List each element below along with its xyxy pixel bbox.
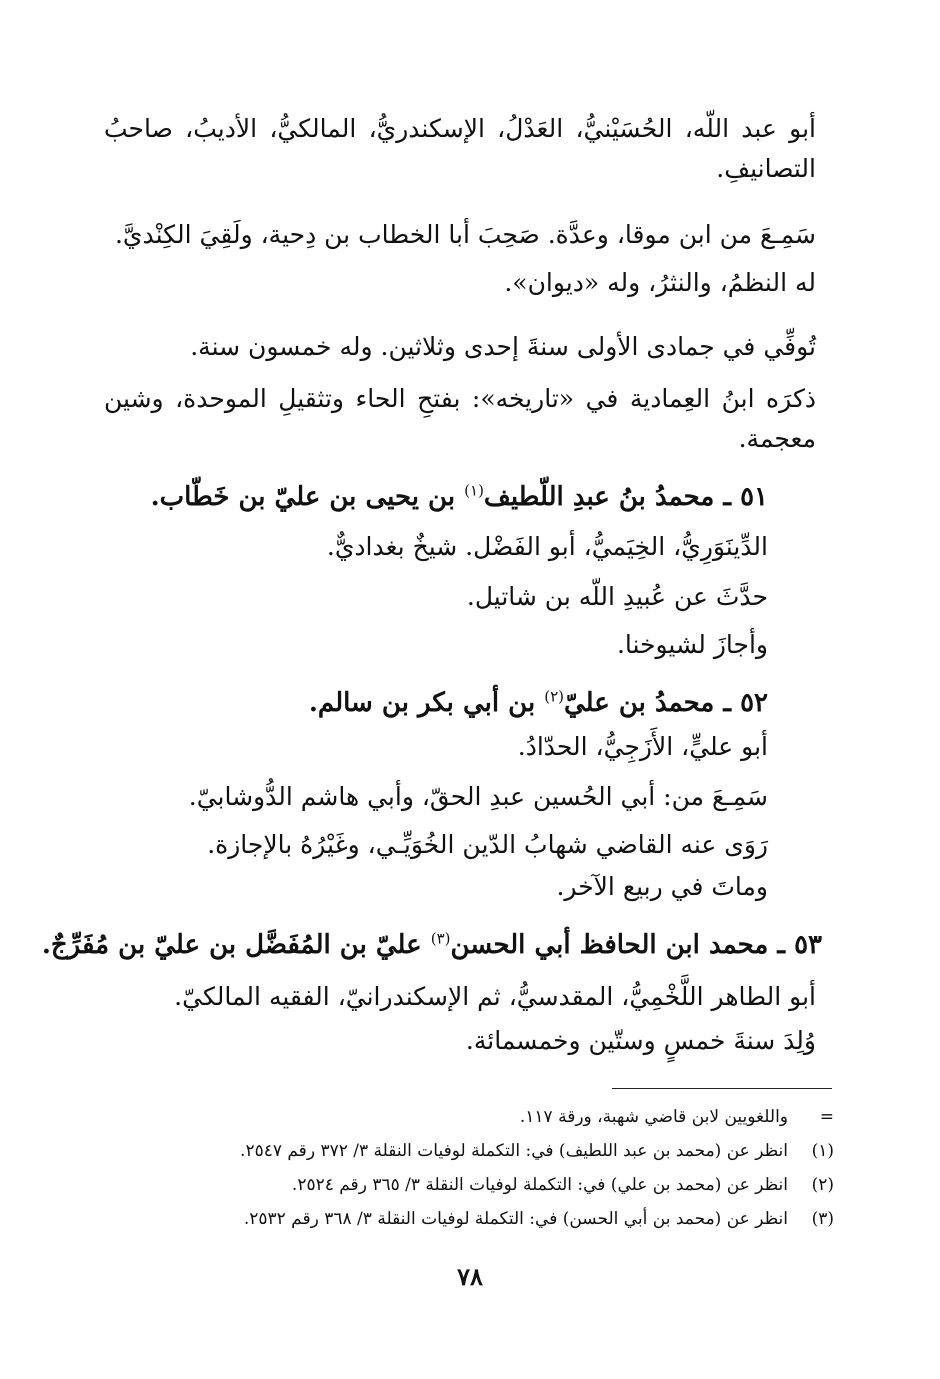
entry-51-line-1: الدِّينَوَرِيُّ، الخِيَميُّ، أبو الفَضْل. شيخٌ بغداديٌّ. [326,532,768,561]
body-line-5: تُوفِّي في جمادى الأولى سنةَ إحدى وثلاثين. وله خمسون سنة. [190,332,816,361]
entry-52-heading [309,684,768,722]
footnote-2 [292,1172,834,1198]
entry-51-line-2: حدَّثَ عن عُبيدِ اللّه بن شاتيل. [466,582,768,611]
entry-51-heading [151,478,768,516]
footnote-mark: = [819,1107,834,1127]
footnote-separator [612,1088,832,1089]
entry-52-line-3: رَوَى عنه القاضي شهابُ الدّين الخُوَيِّـي، وغَيْرُهُ بالإجازة. [207,830,768,859]
footnote-continued [520,1104,834,1130]
footnote-text: انظر عن (محمد بن علي) في: التكملة لوفيات النقلة ٣/ ٣٦٥ رقم ٢٥٢٤. [291,1175,788,1195]
entry-52-line-1: أبو عليٍّ، الأَزَجِيُّ، الحدّادُ. [517,732,768,761]
entry-52-name: ٥٢ ـ محمدُ بن عليّ [564,688,768,718]
body-line-3: سَمِـعَ من ابن موقا، وعدَّة. صَحِبَ أبا الخطاب بن دِحية، ولَقِيَ الكِنْديَّ. [114,220,816,249]
footnote-ref-3: (٣) [430,929,451,948]
footnote-3 [244,1206,834,1232]
body-line-7: معجمة. [738,424,816,453]
entry-51-name: ٥١ ـ محمدُ بنُ عبدِ اللّطيف [483,482,768,512]
body-line-2: التصانيفِ. [716,154,816,183]
footnote-text: واللغويين لابن قاضي شهبة، ورقة ١١٧. [519,1107,788,1127]
entry-53-line-2: وُلِدَ سنةَ خمسٍ وستّين وخمسمائة. [465,1026,816,1055]
entry-52-lineage: بن أبي بكر بن سالم. [308,688,545,718]
entry-52-line-2: سَمِـعَ من: أبي الحُسين عبدِ الحقّ، وأبي هاشم الدُّوشابيّ. [188,782,768,811]
body-line-4: له النظمُ، والنثرُ، وله «ديوان». [504,268,816,297]
footnote-1 [240,1138,834,1164]
entry-53-heading [42,926,822,964]
footnote-mark: (٣) [811,1209,834,1229]
footnote-mark: (١) [811,1141,834,1161]
footnote-ref-1: (١) [464,481,484,500]
body-line-1: أبو عبد اللّه، الحُسَيْنيُّ، العَدْلُ، الإسكندريُّ، المالكيُّ، الأديبُ، صاحبُ [104,114,816,143]
page-number: ٧٨ [457,1262,483,1291]
footnote-ref-2: (٢) [544,687,565,706]
body-line-6: ذكرَه ابنُ العِمادية في «تاريخه»: بفتحِ الحاء وتثقيلِ الموحدة، وشين [104,384,816,413]
footnote-mark: (٢) [811,1175,834,1195]
entry-52-line-4: وماتَ في ربيع الآخر. [556,872,768,901]
entry-53-line-1: أبو الطاهر اللَّخْمِيُّ، المقدسيُّ، ثم الإسكندرانيّ، الفقيه المالكيّ. [174,982,816,1011]
entry-51-lineage: بن يحيى بن عليّ بن خَطّاب. [150,482,465,512]
entry-53-name: ٥٣ ـ محمد ابن الحافظ أبي الحسن [450,930,822,960]
footnote-text: انظر عن (محمد بن عبد اللطيف) في: التكملة لوفيات النقلة ٣/ ٣٧٢ رقم ٢٥٤٧. [240,1141,788,1161]
entry-53-lineage: عليّ بن المُفَضَّل بن عليّ بن مُفَرِّجٌ. [41,930,431,960]
entry-51-line-3: وأجازَ لشيوخنا. [616,630,768,659]
footnote-text: انظر عن (محمد بن أبي الحسن) في: التكملة لوفيات النقلة ٣/ ٣٦٨ رقم ٢٥٣٢. [243,1209,788,1229]
